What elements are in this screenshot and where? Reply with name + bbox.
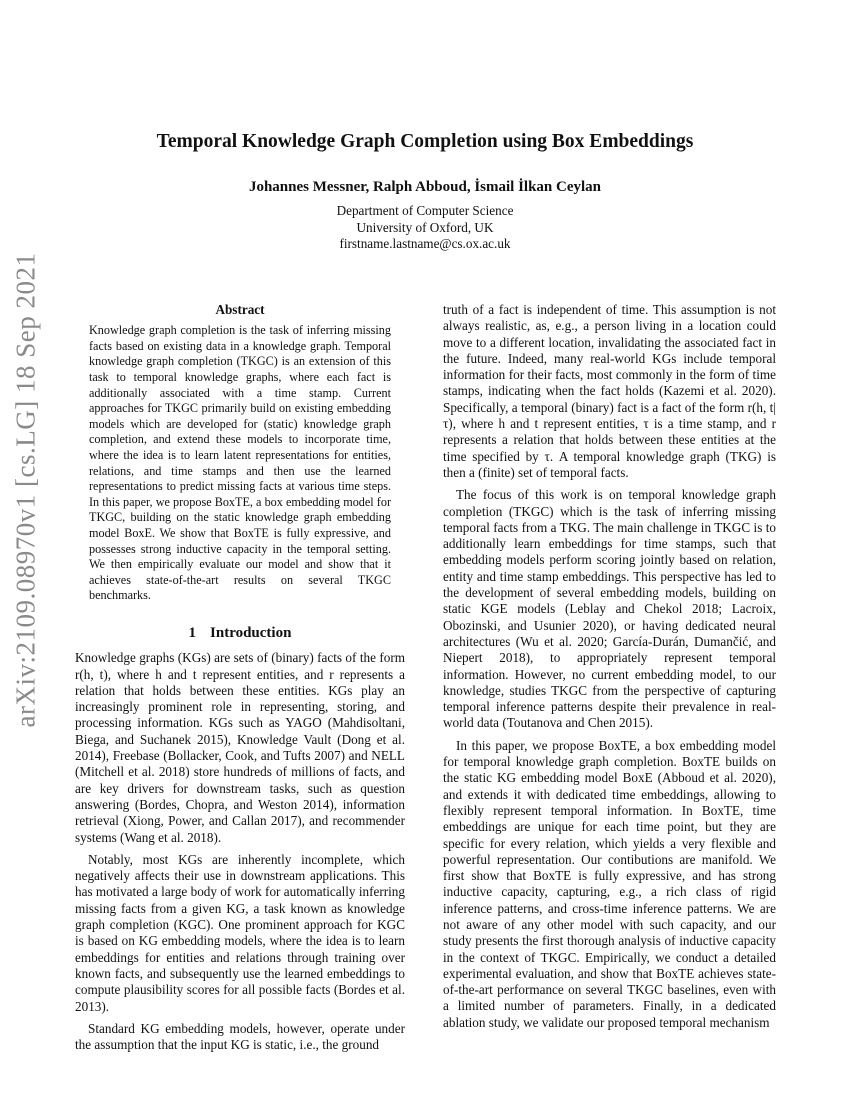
arxiv-side-stamp — [6, 252, 46, 728]
affiliation-email: firstname.lastname@cs.ox.ac.uk — [339, 236, 511, 251]
abstract-text: Knowledge graph completion is the task of inferring missing facts based on existing data in a knowledge graph. Temporal knowledge graph completion (TKGC) is an extension of this task to temporal knowledge graphs, where each fact is additionally associated with a time stamp. Current approaches for TKGC primarily build on existing embedding models which are developed for (static) knowledge graph completion, and extend these models to incorporate time, where the idea is to learn latent representations for entities, relations, and time stamps and then use the learned representations to predict missing facts at various time steps. In this paper, we propose BoxTE, a box embedding model for TKGC, building on the static knowledge graph embedding model BoxE. We show that BoxTE is fully expressive, and possesses strong inductive capacity in the temporal setting. We then empirically evaluate our model and show that it achieves state-of-the-art results on several TKGC benchmarks. — [89, 323, 391, 603]
affiliation-university: University of Oxford, UK — [356, 219, 494, 235]
arxiv-identifier: arXiv:2109.08970v1 [cs.LG] 18 Sep 2021 — [10, 252, 41, 728]
paragraph: In this paper, we propose BoxTE, a box embedding model for temporal knowledge graph completion. BoxTE builds on the static KG embedding model BoxE (Abboud et al. 2020), and extends it with dedicated time embeddings, allowing to flexibly represent temporal information. In BoxTE, time embeddings are unique for each time point, but they are specific for every relation, which yields a very flexible and powerful representation. Our contibutions are manifold. We first show that BoxTE is fully expressive, and has strong inductive capacity, capturing, e.g., a rich class of rigid inference patterns, and cross-time inference patterns. We are not aware of any other model with such capacity, and our study presents the first thorough analysis of inductive capacity in the context of TKGC. Empirically, we conduct a detailed experimental evaluation, and show that BoxTE achieves state-of-the-art performance on several TKGC baselines, even with a limited number of parameters. Finally, in a dedicated ablation study, we validate our proposed temporal mechanism — [443, 737, 776, 1030]
affiliation-department: Department of Computer Science — [336, 203, 514, 218]
paragraph: The focus of this work is on temporal knowledge graph completion (TKGC) which is the task of inferring missing temporal facts from a TKG. The main challenge in TKGC is to additionally learn embeddings for time stamps, such that embedding models perform scoring jointly based on relation, entity and time stamp embeddings. This perspective has led to the development of several embedding models, building on static KGE models (Leblay and Chekol 2018; Lacroix, Obozinski, and Usunier 2020), or having dedicated neural architectures (Wu et al. 2020; García-Durán, Dumančić, and Niepert 2018), to appropriately represent temporal information. However, no current embedding model, to our knowledge, studies TKGC from the perspective of capturing temporal inference patterns despite their prevalence in real-world data (Toutanova and Chen 2015). — [443, 487, 776, 731]
paragraph: Knowledge graphs (KGs) are sets of (binary) facts of the form r(h, t), where h and t represent entities, and r represents a relation that holds between these entities. KGs play an increasingly prominent role in representing, storing, and processing information. KGs such as YAGO (Mahdisoltani, Biega, and Suchanek 2015), Knowledge Vault (Dong et al. 2014), Freebase (Bollacker, Cook, and Tufts 2007) and NELL (Mitchell et al. 2018) store hundreds of millions of facts, and are key drivers for downstream tasks, such as question answering (Bordes, Chopra, and Weston 2014), information retrieval (Xiong, Power, and Callan 2017), and recommender systems (Wang et al. 2018). — [75, 650, 405, 845]
paragraph: Standard KG embedding models, however, operate under the assumption that the input KG is static, i.e., the ground — [75, 1020, 405, 1053]
abstract-heading: Abstract — [215, 302, 265, 317]
paragraph: Notably, most KGs are inherently incomplete, which negatively affects their use in downstream applications. This has motivated a large body of work for automatically inferring missing facts from a given KG, a task known as knowledge graph completion (KGC). One prominent approach for KGC is based on KG embedding models, where the idea is to learn embeddings for entities and relations through training over known facts, and subsequently use the learned embeddings to compute plausibility scores for all possible facts (Bordes et al. 2013). — [75, 851, 405, 1014]
paper-title: Temporal Knowledge Graph Completion using Box Embeddings — [156, 131, 694, 152]
section-title: Introduction — [210, 624, 292, 641]
left-column — [75, 302, 405, 1053]
author-list: Johannes Messner, Ralph Abboud, İsmail İlkan Ceylan — [248, 179, 602, 195]
affiliation-block — [0, 203, 850, 253]
paragraph: truth of a fact is independent of time. This assumption is not always realistic, as, e.g., a person living in a location could move to a different location, invalidating the associated fact in the future. Indeed, many real-world KGs include temporal information for their facts, most commonly in the form of time stamps, indicating when the fact holds (Kazemi et al. 2020). Specifically, a temporal (binary) fact is a fact of the form r(h, t|τ), where h and t represent entities, τ is a time stamp, and r represents a relation that holds between these entities at the time specified by τ. A temporal knowledge graph (TKG) is then a (finite) set of temporal facts. — [443, 302, 776, 480]
section-heading — [75, 625, 405, 641]
section-number: 1 — [188, 624, 197, 641]
right-column — [443, 302, 776, 1031]
